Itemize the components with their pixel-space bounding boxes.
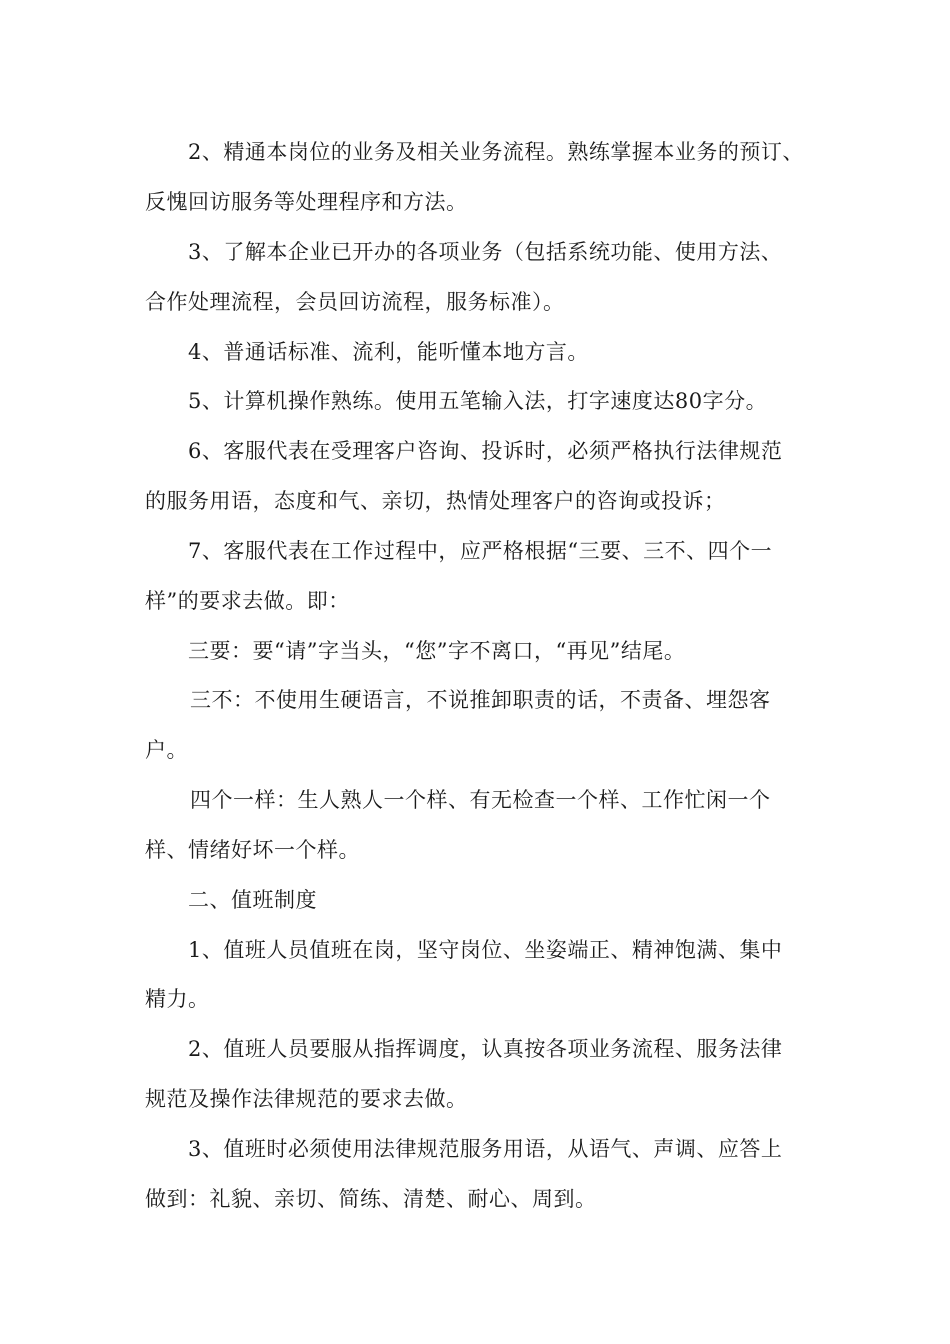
paragraph-line: 3、了解本企业已开办的各项业务（包括系统功能、使用方法、 [188,240,783,264]
section-heading: 二、值班制度 [188,888,317,912]
paragraph-line: 四个一样：生人熟人一个样、有无检查一个样、工作忙闲一个 [190,788,771,812]
paragraph-line: 反愧回访服务等处理程序和方法。 [145,190,468,214]
paragraph-line: 2、精通本岗位的业务及相关业务流程。熟练掌握本业务的预订、 [188,140,804,164]
paragraph-line: 样、情绪好坏一个样。 [145,838,360,862]
paragraph-line: 三不：不使用生硬语言，不说推卸职责的话，不责备、埋怨客 [190,688,771,712]
paragraph-line: 2、值班人员要服从指挥调度，认真按各项业务流程、服务法律 [188,1037,783,1061]
paragraph-line: 户。 [145,738,188,762]
paragraph-line: 做到：礼貌、亲切、简练、清楚、耐心、周到。 [145,1187,597,1211]
paragraph-line: 5、计算机操作熟练。使用五笔输入法，打字速度达80字分。 [188,389,768,413]
paragraph-line: 3、值班时必须使用法律规范服务用语，从语气、声调、应答上 [188,1137,783,1161]
paragraph-line: 的服务用语，态度和气、亲切，热情处理客户的咨询或投诉； [145,489,726,513]
paragraph-line: 样”的要求去做。即： [145,589,350,613]
paragraph-line: 合作处理流程，会员回访流程，服务标准）。 [145,290,565,314]
paragraph-line: 规范及操作法律规范的要求去做。 [145,1087,468,1111]
paragraph-line: 4、普通话标准、流利，能听懂本地方言。 [188,340,589,364]
paragraph-line: 6、客服代表在受理客户咨询、投诉时，必须严格执行法律规范 [188,439,783,463]
paragraph-line: 精力。 [145,987,210,1011]
paragraph-line: 三要：要“请”字当头，“您”字不离口，“再见”结尾。 [188,639,686,663]
paragraph-line: 7、客服代表在工作过程中，应严格根据“三要、三不、四个一 [188,539,773,563]
paragraph-line: 1、值班人员值班在岗，坚守岗位、坐姿端正、精神饱满、集中 [188,938,783,962]
